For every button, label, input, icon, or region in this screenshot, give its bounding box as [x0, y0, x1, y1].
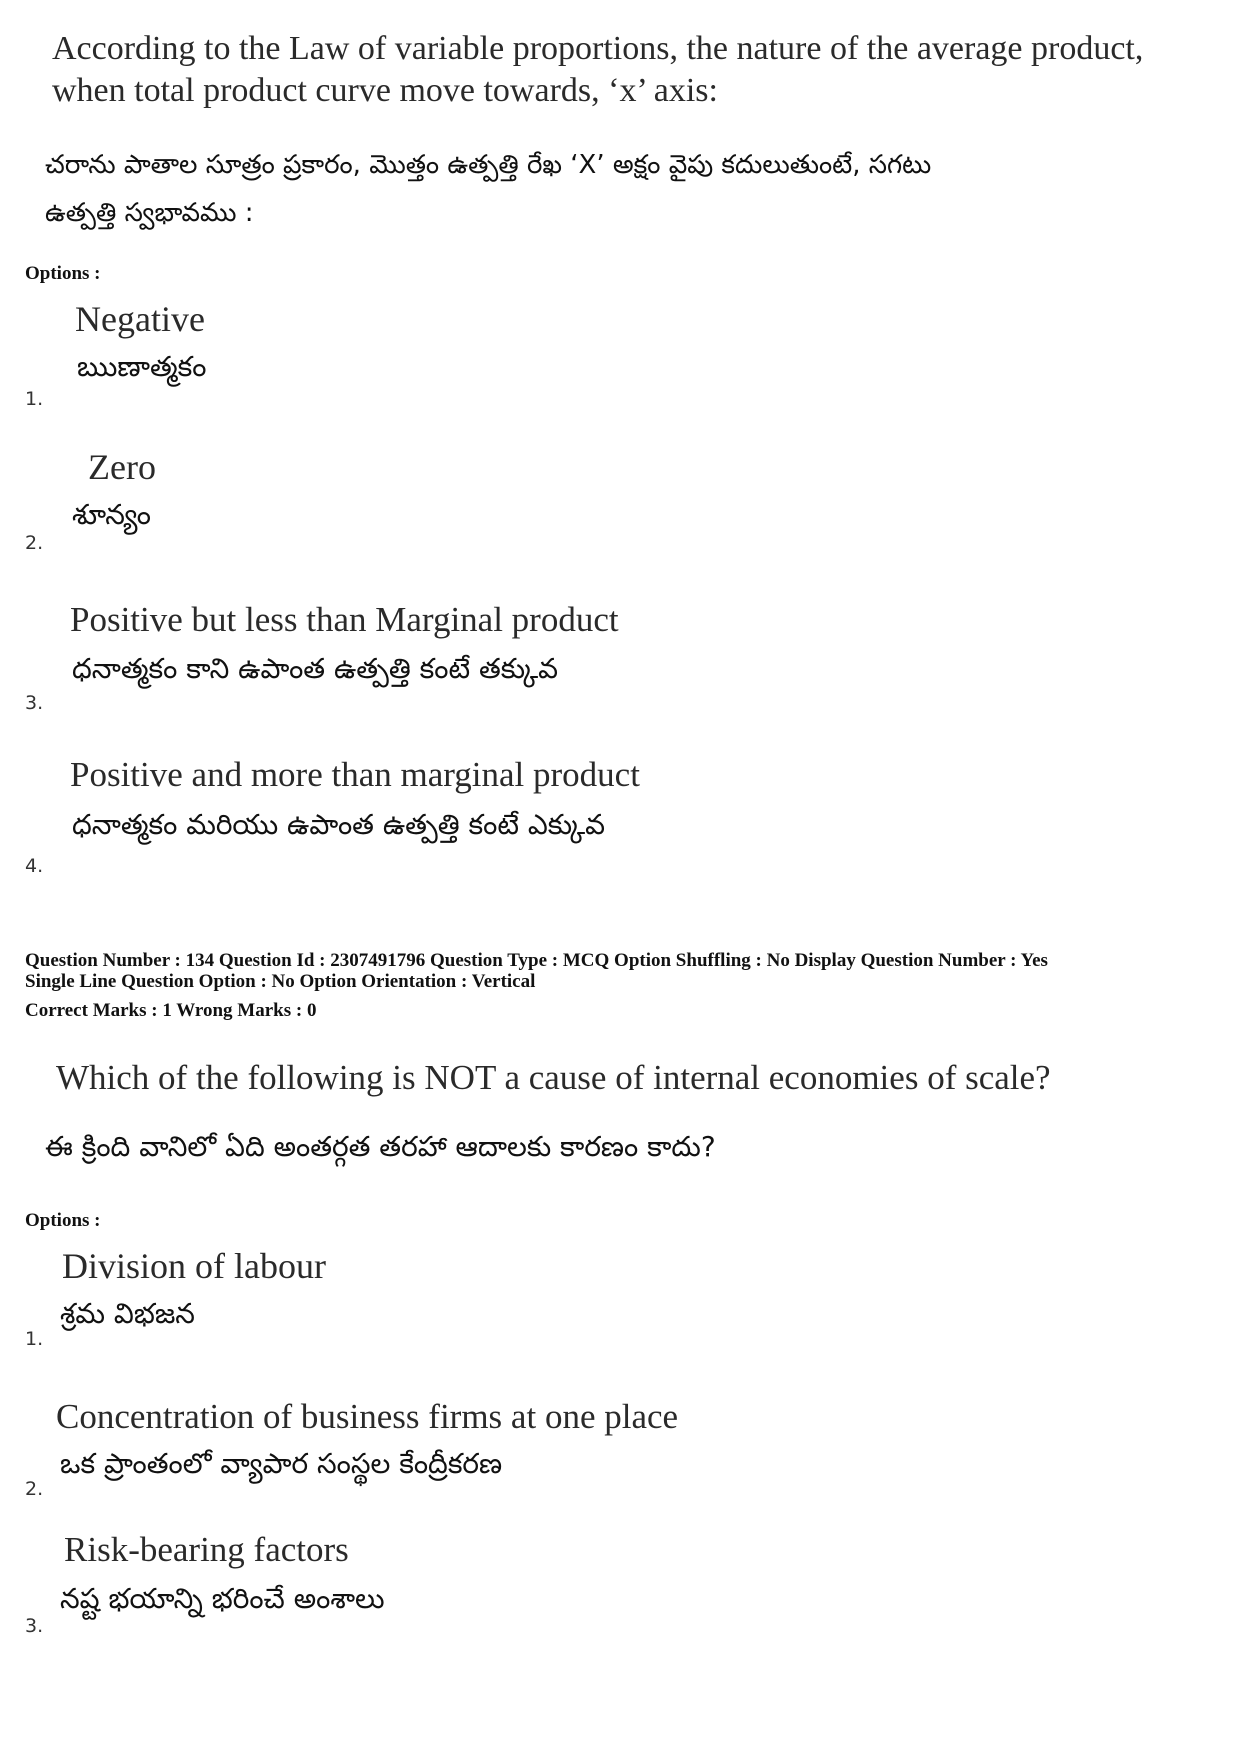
option-1-en: Negative: [75, 299, 205, 339]
q134-option-1-te: శ్రమ విభజన: [60, 1297, 195, 1330]
question-text-te-line2: ఉత్పత్తి స్వభావము :: [45, 198, 254, 228]
option-3-number: 3.: [25, 692, 44, 714]
options-label: Options :: [25, 263, 101, 284]
option-4-en: Positive and more than marginal product: [70, 755, 640, 794]
q134-option-2-te: ఒక ప్రాంతంలో వ్యాపార సంస్థల కేంద్రీకరణ: [60, 1447, 503, 1480]
options-label-q134: Options :: [25, 1210, 101, 1231]
question-text-en: Which of the following is NOT a cause of internal economies of scale?: [56, 1058, 1051, 1097]
question-meta-line1: Question Number : 134 Question Id : 2307491796 Question Type : MCQ Option Shuffling : No Display Question Number : Yes: [25, 950, 1048, 971]
q134-option-3-number: 3.: [25, 1615, 44, 1637]
q134-option-3-te: నష్ట భయాన్ని భరించే అంశాలు: [60, 1582, 385, 1615]
question-text-te: ఈ క్రింది వానిలో ఏది అంతర్గత తరహా ఆదాలకు కారణం కాదు?: [45, 1130, 716, 1163]
question-text-en-line1: According to the Law of variable proportions, the nature of the average product,: [52, 30, 1144, 67]
q134-option-1-number: 1.: [25, 1328, 44, 1350]
option-2-number: 2.: [25, 532, 44, 554]
q134-option-2-en: Concentration of business firms at one place: [56, 1397, 679, 1436]
q134-option-2-number: 2.: [25, 1478, 44, 1500]
option-1-te: ఋణాత్మకం: [77, 350, 207, 383]
option-2-te: శూన్యం: [72, 498, 151, 531]
option-1-number: 1.: [25, 388, 44, 410]
option-4-te: ధనాత్మకం మరియు ఉపాంత ఉత్పత్తి కంటే ఎక్కువ: [72, 808, 606, 841]
option-3-en: Positive but less than Marginal product: [70, 600, 619, 639]
option-2-en: Zero: [88, 447, 156, 487]
question-meta-line2: Single Line Question Option : No Option Orientation : Vertical: [25, 971, 536, 992]
q134-option-1-en: Division of labour: [62, 1246, 326, 1286]
option-4-number: 4.: [25, 855, 44, 877]
question-text-en-line2: when total product curve move towards, ‘x’ axis:: [52, 72, 718, 109]
q134-option-3-en: Risk-bearing factors: [64, 1530, 349, 1569]
question-text-te-line1: చరాను పాతాల సూత్రం ప్రకారం, మొత్తం ఉత్పత్తి రేఖ ‘X’ అక్షం వైపు కదులుతుంటే, సగటు: [45, 150, 932, 180]
question-marks: Correct Marks : 1 Wrong Marks : 0: [25, 1000, 317, 1021]
option-3-te: ధనాత్మకం కాని ఉపాంత ఉత్పత్తి కంటే తక్కువ: [72, 652, 559, 685]
